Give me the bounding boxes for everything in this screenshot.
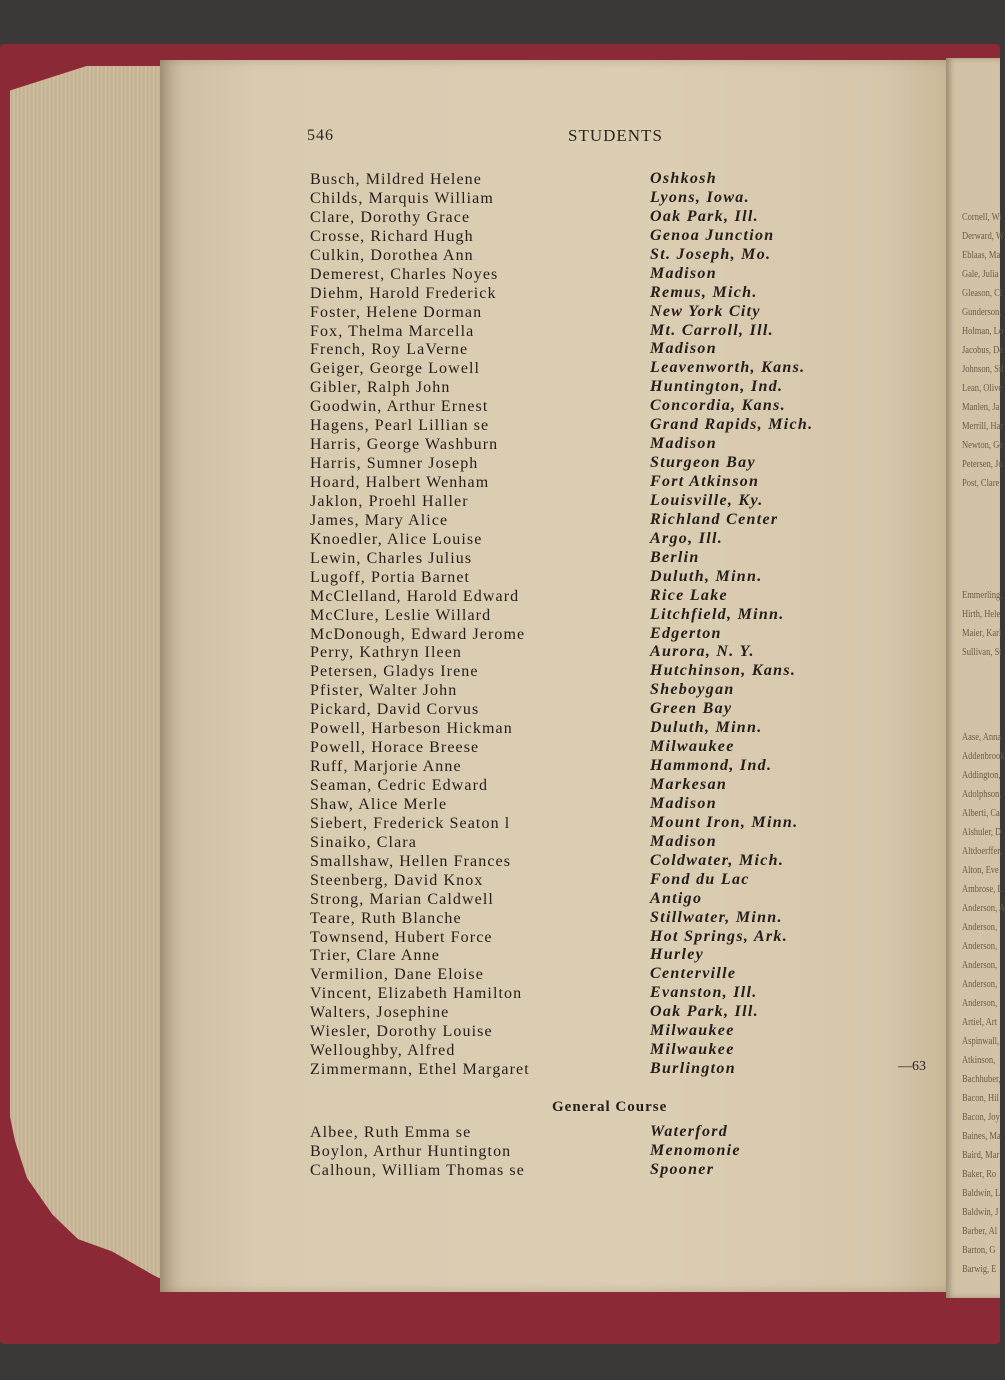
next-page-line: Baldwin, L	[962, 1188, 1001, 1199]
student-name: Sinaiko, Clara	[310, 833, 417, 851]
student-name: Fox, Thelma Marcella	[310, 322, 475, 340]
student-name: Smallshaw, Hellen Frances	[310, 852, 512, 870]
student-place: Hurley	[650, 946, 705, 964]
student-name: Jaklon, Proehl Haller	[310, 492, 469, 510]
student-place: Concordia, Kans.	[650, 397, 786, 415]
next-page-line: Emmerling,	[962, 590, 1003, 601]
student-name: Boylon, Arthur Huntington	[310, 1142, 512, 1160]
next-page-line: Alshuler, D	[962, 827, 1002, 838]
student-place: Lyons, Iowa.	[650, 188, 750, 206]
student-name: McClelland, Harold Edward	[310, 587, 520, 605]
next-page-line: Barwig, E	[962, 1264, 997, 1275]
student-place: Huntington, Ind.	[650, 378, 784, 396]
student-name: Welloughby, Alfred	[310, 1042, 456, 1060]
student-name: Knoedler, Alice Louise	[310, 530, 483, 548]
next-page-line: Sullivan, St	[962, 647, 1002, 658]
next-page-line: Derward, W	[962, 231, 1004, 242]
student-place: Waterford	[650, 1123, 729, 1140]
student-name: Trier, Clare Anne	[310, 947, 440, 965]
student-name: Perry, Kathryn Ileen	[310, 644, 463, 662]
student-name: Vincent, Elizabeth Hamilton	[310, 985, 523, 1003]
next-page-line: Anderson,	[962, 922, 998, 933]
student-name: Siebert, Frederick Seaton l	[310, 814, 511, 832]
student-place: Milwaukee	[650, 1041, 735, 1059]
next-page-text-top	[962, 208, 1004, 493]
student-place: Hammond, Ind.	[650, 757, 773, 775]
student-place: Madison	[650, 832, 717, 850]
student-place: Menomonie	[650, 1141, 741, 1159]
student-place: Coldwater, Mich.	[650, 851, 785, 869]
page-number: 546	[307, 127, 334, 144]
student-name: Walters, Josephine	[310, 1004, 450, 1022]
student-place: Hutchinson, Kans.	[650, 662, 797, 680]
student-place: New York City	[650, 302, 761, 320]
student-name: Vermilion, Dane Eloise	[310, 966, 484, 984]
next-page-line: Post, Clare	[962, 478, 1000, 489]
next-page-line: Adolphson,	[962, 789, 1002, 800]
next-page-line: Artiel, Art	[962, 1017, 997, 1028]
student-place: Burlington	[650, 1060, 736, 1078]
student-name: Geiger, George Lowell	[310, 360, 481, 378]
next-page-line: Bacon, Joy	[962, 1112, 1000, 1123]
next-page-line: Anderson,	[962, 941, 998, 952]
student-name: Gibler, Ralph John	[310, 379, 451, 397]
next-page-line: Baldwin, J	[962, 1207, 999, 1218]
student-place: Richland Center	[650, 510, 779, 528]
general-course-places-column	[650, 1123, 741, 1180]
next-page-line: Baird, Mar	[962, 1150, 1000, 1161]
next-page-line: Alton, Eve	[962, 865, 999, 876]
next-page-line: Anderson,	[962, 998, 998, 1009]
student-name: Crosse, Richard Hugh	[310, 227, 474, 245]
student-name: Hoard, Halbert Wenham	[310, 474, 490, 491]
student-name: Teare, Ruth Blanche	[310, 909, 462, 927]
student-name: Powell, Horace Breese	[310, 739, 480, 757]
student-name: French, Roy LaVerne	[310, 341, 469, 359]
student-places-column	[650, 170, 813, 1079]
student-place: Madison	[650, 340, 717, 358]
student-name: Calhoun, William Thomas se	[310, 1161, 525, 1179]
student-name: Diehm, Harold Frederick	[310, 284, 497, 302]
next-page-line: Hirth, Hele	[962, 609, 1001, 620]
next-page-line: Ambrose, L	[962, 884, 1003, 895]
student-place: Oak Park, Ill.	[650, 1003, 759, 1021]
student-place: Mount Iron, Minn.	[650, 813, 799, 831]
next-page-line: Petersen, Jo	[962, 459, 1003, 470]
next-page-line: Baker, Ro	[962, 1169, 997, 1180]
next-page-line: Manlen, Ja	[962, 402, 1000, 413]
next-page-text-bottom	[962, 728, 1005, 1279]
next-page-line: Maier, Karl	[962, 628, 1002, 639]
general-course-names-column	[310, 1124, 525, 1181]
student-place: Leavenworth, Kans.	[650, 359, 806, 377]
next-page-line: Barton, G	[962, 1245, 996, 1256]
student-name: Ruff, Marjorie Anne	[310, 758, 462, 776]
student-place: Grand Rapids, Mich.	[650, 416, 814, 434]
next-page-line: Anderson,	[962, 979, 998, 990]
student-name: James, Mary Alice	[310, 511, 449, 529]
student-place: Genoa Junction	[650, 226, 775, 244]
student-name: Clare, Dorothy Grace	[310, 208, 471, 226]
student-name: Zimmermann, Ethel Margaret	[310, 1061, 530, 1079]
student-name: Hagens, Pearl Lillian se	[310, 417, 490, 435]
student-place: St. Joseph, Mo.	[650, 245, 772, 263]
student-place: Sheboygan	[650, 681, 735, 699]
student-place: Spooner	[650, 1160, 715, 1178]
student-place: Markesan	[650, 776, 728, 793]
student-name: Strong, Marian Caldwell	[310, 890, 494, 908]
next-page-line: Anderson,	[962, 960, 998, 971]
next-page-line: Altdoerffer,	[962, 846, 1002, 857]
next-page-line: Aspinwall,	[962, 1036, 1000, 1047]
next-page-line: Johnson, Sil	[962, 364, 1004, 375]
next-page-line: Atkinson,	[962, 1055, 996, 1066]
student-place: Oshkosh	[650, 170, 717, 187]
student-place: Madison	[650, 264, 717, 282]
student-place: Litchfield, Minn.	[650, 605, 785, 623]
student-place: Centerville	[650, 965, 737, 983]
next-page-line: Merrill, Har	[962, 421, 1004, 432]
student-place: Argo, Ill.	[650, 529, 724, 547]
student-name: Busch, Mildred Helene	[310, 171, 482, 188]
student-place: Oak Park, Ill.	[650, 207, 759, 225]
next-page-line: Lean, Olive	[962, 383, 1003, 394]
student-name: Harris, Sumner Joseph	[310, 455, 479, 473]
next-page-edge	[946, 58, 1005, 1298]
next-page-line: Holman, Lo	[962, 326, 1004, 337]
student-place: Mt. Carroll, Ill.	[650, 321, 774, 339]
student-place: Rice Lake	[650, 586, 728, 604]
next-page-line: Gleason, Cl	[962, 288, 1003, 299]
student-name: Townsend, Hubert Force	[310, 928, 493, 946]
student-place: Louisville, Ky.	[650, 491, 764, 509]
student-place: Sturgeon Bay	[650, 454, 756, 472]
student-name: Culkin, Dorothea Ann	[310, 246, 474, 264]
next-page-line: Addington,	[962, 770, 1001, 781]
student-place: Green Bay	[650, 700, 733, 718]
student-place: Fond du Lac	[650, 870, 750, 888]
student-place: Edgerton	[650, 624, 722, 642]
next-page-line: Barber, Al	[962, 1226, 998, 1237]
student-name: Shaw, Alice Merle	[310, 795, 448, 813]
student-name: Albee, Ruth Emma se	[310, 1124, 472, 1141]
student-place: Milwaukee	[650, 738, 735, 756]
student-name: McClure, Leslie Willard	[310, 606, 492, 624]
count-note: —63	[898, 1059, 926, 1074]
student-place: Evanston, Ill.	[650, 984, 758, 1002]
next-page-line: Gunderson,	[962, 307, 1002, 318]
student-place: Madison	[650, 794, 717, 812]
student-place: Madison	[650, 435, 717, 453]
student-place: Antigo	[650, 889, 703, 907]
student-name: Powell, Harbeson Hickman	[310, 720, 513, 738]
student-name: Lewin, Charles Julius	[310, 549, 473, 567]
student-place: Remus, Mich.	[650, 283, 758, 301]
next-page-line: Aase, Anna	[962, 732, 1002, 743]
student-name: Seaman, Cedric Edward	[310, 777, 489, 794]
student-name: McDonough, Edward Jerome	[310, 625, 526, 643]
next-page-line: Eblaas, Ma	[962, 250, 1001, 261]
student-name: Goodwin, Arthur Ernest	[310, 398, 489, 416]
student-name: Wiesler, Dorothy Louise	[310, 1023, 493, 1041]
student-place: Berlin	[650, 548, 700, 566]
next-page-line: Baines, Ma	[962, 1131, 1001, 1142]
next-page-line: Bachhuber,	[962, 1074, 1001, 1085]
student-names-column	[310, 171, 530, 1080]
student-name: Pfister, Walter John	[310, 682, 458, 700]
student-name: Demerest, Charles Noyes	[310, 265, 499, 283]
student-name: Childs, Marquis William	[310, 189, 494, 207]
student-name: Pickard, David Corvus	[310, 701, 480, 719]
next-page-line: Newton, Ge	[962, 440, 1004, 451]
section-heading: General Course	[552, 1099, 668, 1115]
next-page-line: Jacobus, De	[962, 345, 1004, 356]
student-place: Milwaukee	[650, 1022, 735, 1040]
student-name: Foster, Helene Dorman	[310, 303, 483, 321]
student-place: Duluth, Minn.	[650, 567, 763, 585]
next-page-line: Anderson, A	[962, 903, 1005, 914]
next-page-line: Alberti, Ca	[962, 808, 1000, 819]
student-name: Lugoff, Portia Barnet	[310, 568, 471, 586]
student-place: Duluth, Minn.	[650, 719, 763, 737]
student-place: Aurora, N. Y.	[650, 643, 755, 661]
running-head: STUDENTS	[568, 126, 663, 145]
student-name: Harris, George Washburn	[310, 436, 499, 454]
student-name: Steenberg, David Knox	[310, 871, 484, 889]
next-page-line: Cornell, Wi	[962, 212, 1002, 223]
next-page-text-middle	[962, 586, 1002, 662]
student-place: Fort Atkinson	[650, 473, 760, 490]
next-page-line: Addenbrook	[962, 751, 1005, 762]
student-place: Hot Springs, Ark.	[650, 927, 788, 945]
next-page-line: Bacon, Hil	[962, 1093, 999, 1104]
student-name: Petersen, Gladys Irene	[310, 663, 479, 681]
next-page-line: Gale, Julia	[962, 269, 999, 280]
student-place: Stillwater, Minn.	[650, 908, 783, 926]
page-edges	[10, 66, 180, 1288]
